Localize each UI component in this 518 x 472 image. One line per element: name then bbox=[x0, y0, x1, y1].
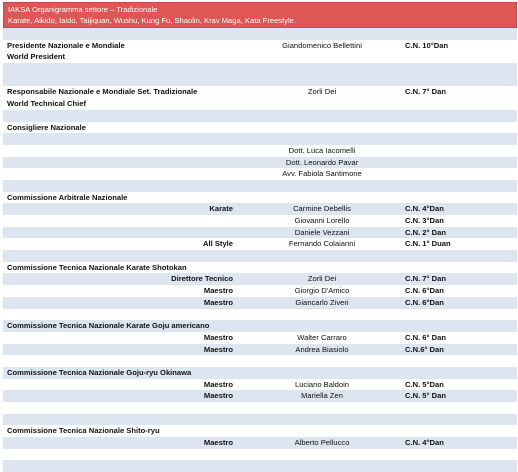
table-row bbox=[3, 437, 517, 449]
person-name: Daniele Vezzani bbox=[294, 227, 350, 237]
table-row bbox=[3, 449, 517, 461]
table-row bbox=[3, 332, 517, 344]
person-name: Luciano Baldoin bbox=[294, 379, 350, 389]
rank-value: C.N. 5° Dan bbox=[405, 391, 447, 401]
section-title: Commissione Tecnica Nazionale Karate Shotokan bbox=[7, 262, 187, 272]
section-title: Commissione Arbitrale Nazionale bbox=[7, 192, 128, 202]
person-name: Giovanni Lorello bbox=[294, 216, 350, 225]
rank-value: C.N. 3°Dan bbox=[405, 216, 444, 225]
person-name: Alberto Pellucco bbox=[294, 438, 350, 448]
person-name: Avv. Fabiola Santimone bbox=[282, 169, 362, 179]
section-title: World Technical Chief bbox=[7, 99, 87, 109]
table-row bbox=[3, 40, 517, 52]
table-row bbox=[3, 238, 517, 250]
table-row bbox=[3, 110, 517, 122]
rank-value: C.N. 5°Dan bbox=[405, 379, 444, 389]
table-row bbox=[3, 122, 517, 134]
table-row bbox=[3, 215, 517, 227]
table-row bbox=[3, 51, 517, 63]
person-name: Walter Carraro bbox=[297, 332, 347, 342]
person-name: Dott. Luca Iacomelli bbox=[288, 145, 356, 155]
table-row bbox=[3, 227, 517, 239]
section-title: Consigliere Nazionale bbox=[7, 122, 86, 132]
section-title: World President bbox=[7, 52, 66, 62]
table-row bbox=[3, 460, 517, 472]
rank-value: C.N.6° Dan bbox=[405, 344, 444, 354]
table-row bbox=[3, 145, 517, 157]
table-row bbox=[3, 414, 517, 426]
table-row bbox=[3, 168, 517, 180]
table-row bbox=[3, 309, 517, 321]
role-label: Maestro bbox=[203, 438, 233, 448]
person-name: Giancarlo Ziveri bbox=[295, 297, 349, 307]
rank-value: C.N. 7° Dan bbox=[405, 274, 447, 284]
organigram-rows bbox=[3, 28, 517, 472]
person-name: Zorli Dei bbox=[307, 87, 337, 97]
rank-value: C.N. 4°Dan bbox=[405, 204, 444, 214]
table-row bbox=[3, 355, 517, 367]
table-row bbox=[3, 425, 517, 437]
table-row bbox=[3, 203, 517, 215]
role-label: Maestro bbox=[203, 332, 233, 342]
table-row bbox=[3, 192, 517, 204]
rank-value: C.N. 10°Dan bbox=[405, 40, 449, 50]
table-row bbox=[3, 367, 517, 379]
table-row bbox=[3, 262, 517, 274]
rank-value: C.N. 4°Dan bbox=[405, 438, 444, 448]
role-label: Direttore Tecnico bbox=[171, 274, 233, 284]
person-name: Carmine Debellis bbox=[293, 204, 351, 214]
section-title: Presidente Nazionale e Mondiale bbox=[7, 40, 125, 50]
person-name: Dott. Leonardo Pavar bbox=[285, 157, 359, 167]
organigram-sheet bbox=[3, 2, 517, 472]
table-row bbox=[3, 157, 517, 169]
table-row bbox=[3, 344, 517, 356]
table-row bbox=[3, 379, 517, 391]
table-row bbox=[3, 133, 517, 145]
table-row bbox=[3, 273, 517, 285]
role-label: Karate bbox=[209, 204, 233, 214]
person-name: Andrea Biasiolo bbox=[295, 344, 349, 354]
table-row bbox=[3, 320, 517, 332]
table-row bbox=[3, 63, 517, 75]
role-label: Maestro bbox=[203, 379, 233, 389]
header-subtitle: Karate, Aikido, Iaido, Taijiquan, Wushu, Kung Fu, Shaolin, Krav Maga, Kata Freestyle. bbox=[8, 15, 297, 25]
role-label: Maestro bbox=[203, 286, 233, 296]
person-name: Fernando Colaianni bbox=[288, 239, 356, 249]
table-row bbox=[3, 28, 517, 40]
section-title: Responsabile Nazionale e Mondiale Set. Tradizionale bbox=[7, 87, 198, 97]
rank-value: C.N. 7° Dan bbox=[405, 87, 447, 97]
role-label: All Style bbox=[203, 239, 233, 249]
rank-value: C.N. 6°Dan bbox=[405, 286, 444, 296]
role-label: Maestro bbox=[203, 297, 233, 307]
rank-value: C.N. 6° Dan bbox=[405, 332, 447, 342]
sheet-header bbox=[3, 2, 517, 28]
role-label: Maestro bbox=[203, 344, 233, 354]
section-title: Commissione Tecnica Nazionale Goju-ryu Okinawa bbox=[7, 367, 192, 377]
role-label: Maestro bbox=[203, 391, 233, 401]
person-name: Giandomenico Bellettini bbox=[282, 40, 362, 50]
table-row bbox=[3, 250, 517, 262]
table-row bbox=[3, 390, 517, 402]
person-name: Mariella Zen bbox=[301, 391, 343, 401]
section-title: Commissione Tecnica Nazionale Shito-ryu bbox=[7, 426, 160, 436]
header-title: IAKSA Organigramma settore – Tradizionale bbox=[8, 5, 158, 14]
rank-value: C.N. 6°Dan bbox=[405, 297, 444, 307]
table-row bbox=[3, 86, 517, 98]
section-title: Commissione Tecnica Nazionale Karate Goju americano bbox=[7, 321, 210, 331]
rank-value: C.N. 2° Dan bbox=[405, 227, 447, 237]
table-row bbox=[3, 180, 517, 192]
rank-value: C.N. 1° Duan bbox=[405, 239, 451, 249]
table-row bbox=[3, 75, 517, 87]
table-row bbox=[3, 285, 517, 297]
person-name: Giorgio D'Amico bbox=[294, 286, 350, 296]
table-row bbox=[3, 297, 517, 309]
person-name: Zorli Dei bbox=[307, 274, 337, 284]
table-row bbox=[3, 98, 517, 110]
table-row bbox=[3, 402, 517, 414]
